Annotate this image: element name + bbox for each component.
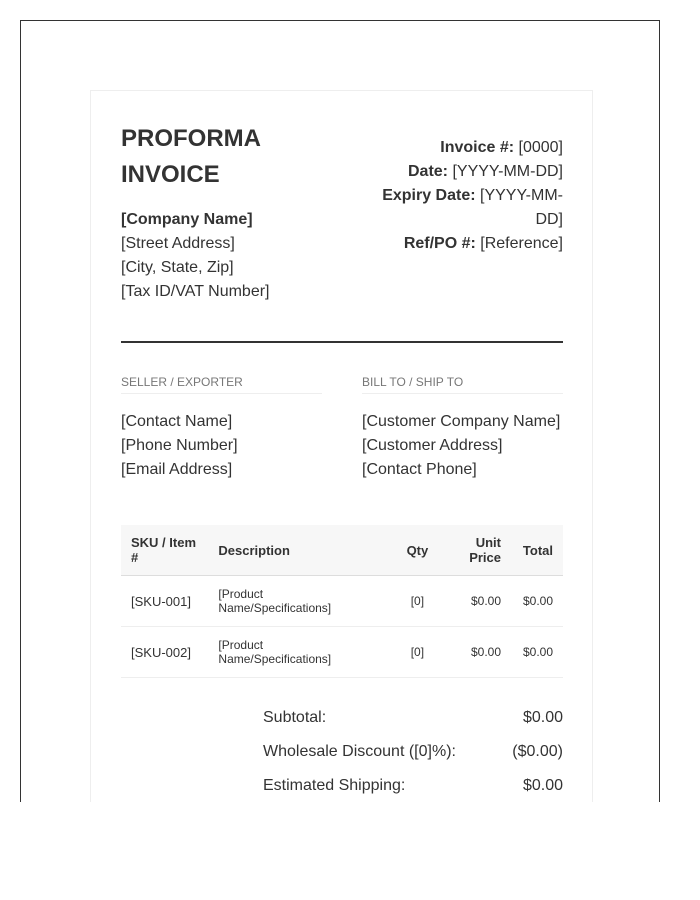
column-header-description: Description: [208, 525, 389, 576]
shipping-label: Estimated Shipping:: [263, 777, 406, 794]
column-header-sku: [121, 525, 208, 576]
expiry-date-line-2: [353, 208, 563, 232]
document-frame: [20, 20, 660, 802]
description-line-1: [Product: [218, 587, 264, 601]
cell-qty: [0]: [390, 627, 446, 678]
expiry-date-line: [353, 184, 563, 208]
buyer-heading: BILL TO / SHIP TO: [362, 374, 563, 394]
discount-row: [263, 735, 563, 769]
cell-unit-price: $0.00: [445, 627, 511, 678]
table-row: [121, 627, 563, 678]
sku-header-line-2: #: [131, 550, 139, 565]
cell-qty: [0]: [390, 576, 446, 627]
cell-sku: [SKU-001]: [121, 576, 208, 627]
column-header-total: Total: [511, 525, 563, 576]
company-name: [Company Name]: [121, 211, 253, 228]
column-header-qty: Qty: [390, 525, 446, 576]
cell-total: $0.00: [511, 576, 563, 627]
totals-block: [263, 701, 563, 802]
unit-header-line-2: Price: [469, 550, 501, 565]
company-address-block: [121, 208, 341, 304]
invoice-page: [90, 90, 593, 802]
title-line-1: PROFORMA: [121, 125, 261, 152]
seller-section: [121, 374, 322, 482]
expiry-date-label: Expiry Date:: [382, 187, 476, 204]
seller-phone: [Phone Number]: [121, 437, 238, 454]
seller-email: [Email Address]: [121, 461, 233, 478]
expiry-date-value-part1: [YYYY-MM-: [480, 187, 563, 204]
invoice-meta-block: [353, 136, 563, 256]
seller-details: [121, 410, 322, 482]
invoice-date-line: [353, 160, 563, 184]
buyer-details: [362, 410, 563, 482]
shipping-value: $0.00: [522, 777, 563, 794]
discount-label: Wholesale Discount ([0]%):: [263, 743, 456, 760]
invoice-number-label: Invoice #:: [440, 139, 515, 156]
seller-contact-name: [Contact Name]: [121, 413, 233, 430]
subtotal-row: [263, 701, 563, 735]
description-line-2: Name/Specifications]: [218, 601, 332, 615]
invoice-number-value: [0000]: [518, 139, 563, 156]
buyer-section: [362, 374, 563, 482]
buyer-address: [Customer Address]: [362, 437, 503, 454]
expiry-date-value-part2: DD]: [535, 211, 563, 228]
subtotal-label: Subtotal:: [263, 709, 327, 726]
invoice-date-label: Date:: [408, 163, 449, 180]
ref-po-value: [Reference]: [480, 235, 563, 252]
subtotal-value: $0.00: [522, 709, 563, 726]
table-header-row: [121, 525, 563, 576]
cell-description: [208, 627, 389, 678]
table-row: [121, 576, 563, 627]
company-tax-id: [Tax ID/VAT Number]: [121, 283, 270, 300]
description-line-2: Name/Specifications]: [218, 652, 332, 666]
shipping-row: [263, 769, 563, 802]
sku-header-line-1: SKU / Item: [131, 535, 197, 550]
column-header-unit-price: [445, 525, 511, 576]
ref-po-line: [353, 232, 563, 256]
buyer-phone: [Contact Phone]: [362, 461, 477, 478]
seller-heading: SELLER / EXPORTER: [121, 374, 322, 394]
invoice-date-value: [YYYY-MM-DD]: [452, 163, 563, 180]
cell-total: $0.00: [511, 627, 563, 678]
buyer-company-name: [Customer Company Name]: [362, 413, 561, 430]
discount-value: ($0.00): [512, 743, 563, 760]
invoice-number-line: [353, 136, 563, 160]
ref-po-label: Ref/PO #:: [403, 235, 476, 252]
cell-unit-price: $0.00: [445, 576, 511, 627]
line-items-table: [121, 525, 563, 678]
cell-description: [208, 576, 389, 627]
description-line-1: [Product: [218, 638, 264, 652]
company-street: [Street Address]: [121, 235, 235, 252]
header-divider: [121, 341, 563, 343]
cell-sku: [SKU-002]: [121, 627, 208, 678]
unit-header-line-1: Unit: [475, 535, 501, 550]
title-line-2: INVOICE: [121, 161, 220, 188]
company-city: [City, State, Zip]: [121, 259, 234, 276]
invoice-title: [121, 121, 321, 193]
